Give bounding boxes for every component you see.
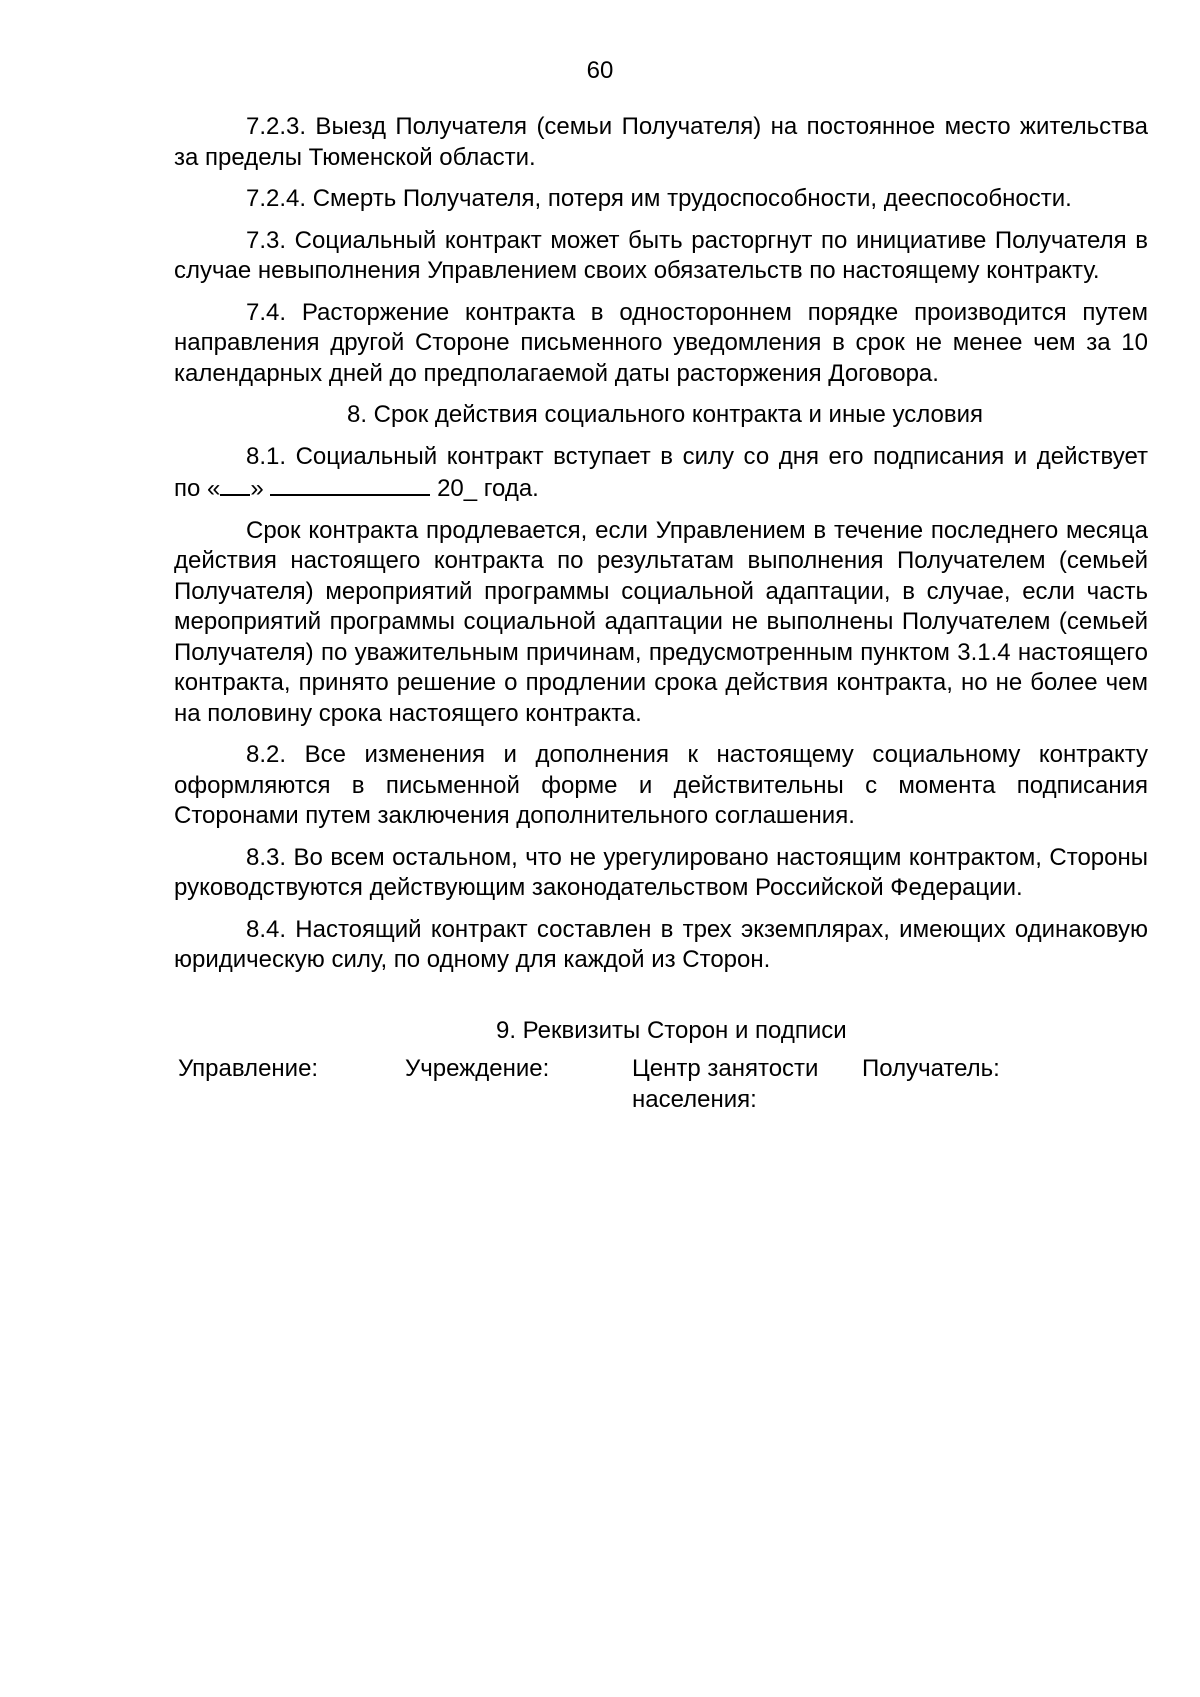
clause-8-2: 8.2. Все изменения и дополнения к настоящему социальному контракту оформляются в письменной форме и действительны с момента подписания Сторонами путем заключения дополнительного соглашения.: [174, 741, 1148, 829]
signature-employment-center-line2: населения:: [632, 1085, 757, 1113]
signature-management: Управление:: [178, 1055, 319, 1082]
signature-employment-center-line1: Центр занятости: [632, 1055, 819, 1082]
clause-8-1-text-start: 8.1. Социальный контракт вступает в силу со дня его подписания и действует по «: [174, 442, 1148, 502]
page-number: 60: [586, 57, 614, 84]
signature-employment-center: [632, 1054, 862, 1115]
clause-8-3: 8.3. Во всем остальном, что не урегулировано настоящим контрактом, Стороны руководствуются действующим законодательством Российской Федерации.: [174, 843, 1148, 901]
section-8-heading: 8. Срок действия социального контракта и иные условия: [347, 401, 983, 428]
clause-7-4: 7.4. Расторжение контракта в одностороннем порядке производится путем направления другой Стороне письменного уведомления в срок не менее чем за 10 календарных дней до предполагаемой даты расторжения Договора.: [174, 298, 1148, 387]
section-9-heading: 9. Реквизиты Сторон и подписи: [496, 1016, 847, 1044]
clause-8-1: [174, 442, 1148, 505]
clause-8-1-text-end: 20_ года.: [437, 475, 539, 502]
clause-8-1-quote-close: »: [250, 475, 264, 502]
clause-term-extension: Срок контракта продлевается, если Управлением в течение последнего месяца действия настоящего контракта по результатам выполнения Получателем (семьей Получателя) мероприятий программы социальной адаптации, в случае, если часть мероприятий программы социальной адаптации не выполнены Получателем (семьей Получателя) по уважительным причинам, предусмотренным пунктом 3.1.4 настоящего контракта, принято решение о продлении срока действия контракта, но не более чем на половину срока настоящего контракта.: [174, 516, 1148, 727]
signature-recipient: Получатель:: [862, 1055, 1000, 1082]
clause-7-2-4: 7.2.4. Смерть Получателя, потеря им трудоспособности, дееспособности.: [246, 185, 1072, 212]
clause-8-4: 8.4. Настоящий контракт составлен в трех экземплярах, имеющих одинаковую юридическую силу, по одному для каждой из Сторон.: [174, 915, 1148, 973]
clause-7-2-3: 7.2.3. Выезд Получателя (семьи Получателя) на постоянное место жительства за пределы Тюменской области.: [174, 113, 1148, 171]
signatures-block: [178, 1054, 1148, 1115]
day-blank-line[interactable]: [220, 472, 250, 496]
signature-institution: Учреждение:: [405, 1055, 550, 1082]
document-body: [174, 112, 1148, 1115]
month-blank-line[interactable]: [270, 472, 430, 496]
clause-7-3: 7.3. Социальный контракт может быть расторгнут по инициативе Получателя в случае невыполнения Управлением своих обязательств по настоящему контракту.: [174, 226, 1148, 284]
